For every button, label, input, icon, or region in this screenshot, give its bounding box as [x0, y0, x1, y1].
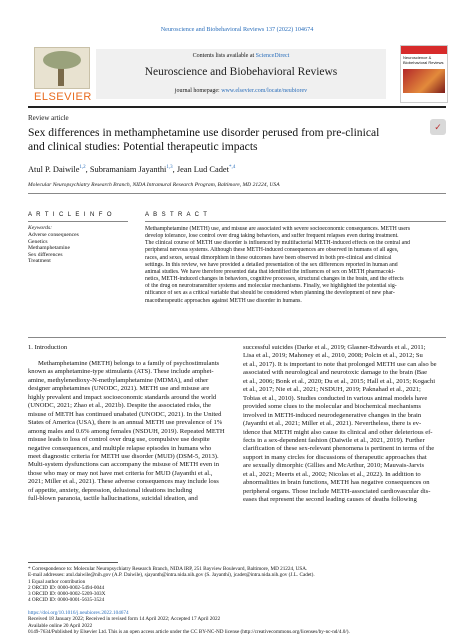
sciencedirect-link[interactable]: ScienceDirect: [255, 53, 290, 59]
body-line: States of America (USA), there is an annual METH use prevalence of 1%: [28, 419, 223, 427]
body-line: involved in METH-induced neurodegenerative changes in the brain: [243, 411, 422, 419]
running-header[interactable]: Neuroscience and Biobehavioral Reviews 137 (2022) 104674: [160, 26, 314, 33]
body-line: Methamphetamine (METH) belongs to a family of psychostimulants: [38, 360, 220, 367]
abstract-line: netics, METH-induced changes in behaviors, cognitive processes, structural changes in the brain, and the effects: [145, 276, 404, 283]
divider: [28, 221, 128, 222]
cover-bar: [401, 46, 447, 54]
keyword: Sex differences: [28, 251, 63, 258]
body-line: meet diagnostic criteria for METH use disorder (MUD) (DSM-5, 2013).: [28, 452, 219, 460]
body-column-left: [28, 360, 231, 504]
abstract-line: Methamphetamine (METH) use, and misuse are associated with severe socioeconomic consequences. METH users: [145, 226, 411, 232]
divider: [28, 193, 446, 194]
body-line: misuse of METH has continued unabated (UNODC, 2021). In the United: [28, 410, 222, 418]
abstract-header: A B S T R A C T: [145, 212, 209, 218]
masthead: [28, 45, 446, 105]
cover-title: Neuroscience & Biobehavioral Reviews: [403, 55, 444, 65]
elsevier-logo[interactable]: [28, 45, 94, 101]
footnote-line: 4 ORCID ID: 0000-0001-5635-3524: [28, 597, 105, 604]
author-name[interactable]: Atul P. Daiwile: [28, 165, 80, 174]
cover-image: [403, 69, 445, 93]
body-line: clarification of these sex-relevant phenomena is pertinent in terms of the: [243, 445, 435, 453]
body-line: of appetite, anxiety, depression, delusional ideations including: [28, 486, 193, 494]
body-line: designer amphetamines (UNODC, 2021). METH use and misuse are: [28, 385, 210, 393]
keyword: Genetics: [28, 238, 48, 245]
contents-line: [96, 53, 386, 59]
body-line: highly prevalent and impact socioeconomic standards around the world: [28, 393, 217, 401]
body-line: et al., 2017). It is important to note that prolonged METH use can also be: [243, 360, 437, 368]
journal-title: Neuroscience and Biobehavioral Reviews: [144, 66, 338, 78]
footnote-line: Available online 20 April 2022: [28, 622, 93, 629]
homepage-prefix: journal homepage:: [174, 88, 222, 94]
body-line: 2021; Miller et al., 2021). These adverse consequences may include loss: [28, 478, 219, 486]
body-line: Lisa et al., 2019; Mahoney et al., 2010, 2008; Polcin et al., 2012; Su: [243, 352, 423, 360]
body-line: (Jayanthi et al., 2021; Miller et al., 2021). Nevertheless, there is ev-: [243, 420, 422, 428]
body-line: those who may or may not have met criteria for MUD (Jayanthi et al.,: [28, 469, 213, 477]
body-line: Tobias et al., 2010). Studies conducted in various animal models have: [243, 394, 428, 402]
check-for-updates-icon[interactable]: ✓: [430, 119, 446, 135]
keywords-list: [28, 232, 79, 265]
article-title: [28, 126, 418, 153]
abstract-line: animal studies. We have therefore presented data that identified the influences of sex on METH pharmacoki-: [145, 268, 396, 275]
divider: [28, 337, 446, 338]
keywords-label: Keywords:: [28, 225, 53, 231]
footnote-line: 2 ORCID ID: 0000-0002-5494-0044: [28, 584, 105, 591]
abstract-line: races, and sexes, sexual dimorphism in these outcomes have been observed in both pre-clinical and clinical: [145, 254, 392, 261]
abstract-line: develop tolerance, lose control over drug taking behaviors, and suffer frequent relapses even during treatment.: [145, 233, 399, 240]
author-name[interactable]: , Subramaniam Jayanthi: [85, 165, 167, 174]
body-line: amine, methylenedioxy-N-methylamphetamine (MDMA), and other: [28, 376, 209, 384]
body-line: eases that represent the second leading causes of deaths following: [243, 496, 417, 504]
body-line: (UNODC, 2021; Zhao et al., 2021b). Despite the associated risks, the: [28, 402, 211, 410]
body-line: idence that METH might also cause its clinical and other deleterious ef-: [243, 428, 433, 436]
journal-header-box: [96, 49, 386, 99]
license-line[interactable]: 0149-7634/Published by Elsevier Ltd. This is an open access article under the CC BY-NC-ND license (http://creativecommons.org/licenses/by-nc-nd/4.0/).: [28, 628, 350, 635]
abstract-text: [145, 226, 446, 305]
title-line: and clinical studies: Potential therapeutic impacts: [28, 139, 258, 153]
keyword: Methamphetamine: [28, 245, 70, 252]
body-line: abnormalities in brain functions, METH has negative consequences on: [243, 479, 430, 487]
author-affil-sup[interactable]: 1,3: [166, 165, 173, 171]
section-title: 1. Introduction: [28, 344, 68, 351]
homepage-line: [96, 88, 386, 94]
body-line: negative consequences, and multiple relapse episodes in humans who: [28, 444, 212, 452]
body-line: et al., 2021; Meerts et al., 2002; Nicolas et al., 2022). In addition to: [243, 470, 421, 478]
footnote-line: Received 18 January 2022; Received in revised form 14 April 2022; Accepted 17 April 2022: [28, 616, 221, 623]
footnote-line: E-mail addresses: atul.daiwile@nih.gov (A.P. Daiwile), sjayanth@intra.nida.nih.gov (S. Jayanthi), jcadet@intra.nida.nih.gov (J.L. Cadet).: [28, 572, 315, 579]
footnotes: [28, 566, 446, 635]
author-affil-sup[interactable]: *,4: [228, 165, 236, 171]
footnote-line: 1 Equal author contribution: [28, 578, 86, 585]
affiliation: Molecular Neuropsychiatry Research Branch, NIDA Intramural Research Program, Baltimore, MD 21224, USA: [28, 182, 280, 188]
title-line: Sex differences in methamphetamine use disorder perused from pre-clinical: [28, 126, 380, 139]
masthead-rule: [28, 106, 446, 108]
keyword: Adverse consequences: [28, 232, 79, 238]
abstract-line: The clinical course of METH use disorder is influenced by multifactorial METH-induced effects on the central and: [145, 240, 410, 247]
body-line: known as amphetamine-type stimulants (ATS). These include amphet-: [28, 368, 214, 376]
body-line: full-blown paranoia, tactile hallucinations, suicidal ideation, and: [28, 495, 198, 503]
article-type: Review article: [28, 114, 69, 122]
body-line: misuse leads to loss of control over drug use, compulsive use despite: [28, 436, 210, 444]
keyword: Treatment: [28, 258, 51, 265]
body-column-right: [243, 344, 446, 505]
contents-prefix: Contents lists available at: [192, 53, 256, 59]
body-line: successful suicides (Darke et al., 2019; Glasner-Edwards et al., 2011;: [243, 344, 426, 351]
doi-link[interactable]: https://doi.org/10.1016/j.neubiorev.2022.104674: [28, 610, 129, 617]
footnote-line: 3 ORCID ID: 0000-0002-5209-303X: [28, 591, 106, 598]
body-line: et al., 2006; Bonk et al., 2020; Du et al., 2015; Hall et al., 2015; Kogachi: [243, 377, 436, 385]
body-line: are sexually dimorphic (Gillies and McArthur, 2010; Mauvais-Jarvis: [243, 462, 425, 470]
journal-homepage-link[interactable]: www.elsevier.com/locate/neubiorev: [221, 88, 308, 94]
article-info-header: A R T I C L E I N F O: [28, 212, 113, 218]
abstract-line: macotherapeutic approaches against METH use disorder in humans.: [145, 297, 302, 304]
journal-cover-thumbnail[interactable]: [400, 45, 448, 103]
body-line: provided some clues to the molecular and biochemical mechanisms: [243, 403, 421, 411]
publisher-name: ELSEVIER: [34, 91, 92, 103]
body-line: support in many circles for discussions of therapeutic approaches that: [243, 453, 427, 461]
divider: [145, 221, 446, 222]
body-line: associated with neurological and neurotoxic damage to the brain (Bae: [243, 369, 428, 377]
footnote-line: * Correspondence to: Molecular Neuropsychiatry Research Branch, NIDA IRP, 251 Bayview Boulevard, Baltimore, MD 21224, USA.: [28, 566, 308, 572]
author-affil-sup[interactable]: 1,2: [79, 165, 86, 171]
author-name[interactable]: , Jean Lud Cadet: [172, 165, 229, 174]
abstract-line: nificance of sex as a critical variable that should be considered when planning the development of new phar-: [145, 290, 395, 297]
body-line: peripheral organs. Those include METH-associated cardiovascular dis-: [243, 487, 431, 495]
elsevier-tree-icon: [34, 47, 90, 89]
abstract-line: peripheral nervous systems. Although these METH-induced consequences are observed in humans of all ages,: [145, 247, 399, 254]
body-line: among males and 0.6% among females (NSDUH, 2019). Repeated METH: [28, 427, 225, 435]
body-line: et al., 2017; Nie et al., 2021; NSDUH, 2019; Paknahad et al., 2021;: [243, 386, 421, 394]
author-list: [28, 165, 235, 174]
footnote-rule: [28, 562, 118, 563]
abstract-line: of the drug on neurotransmitter systems and molecular mechanisms. Finally, we highlighted the potential sig-: [145, 283, 397, 290]
abstract-line: settings. In this review, we have provided a detailed presentation of the sex differences reported in human and: [145, 261, 398, 268]
body-line: fects in a sex-dependent fashion (Daiwile et al., 2021, 2019). Further: [243, 436, 425, 444]
body-line: Multi-system dysfunctions can accompany the misuse of METH even in: [28, 461, 219, 469]
